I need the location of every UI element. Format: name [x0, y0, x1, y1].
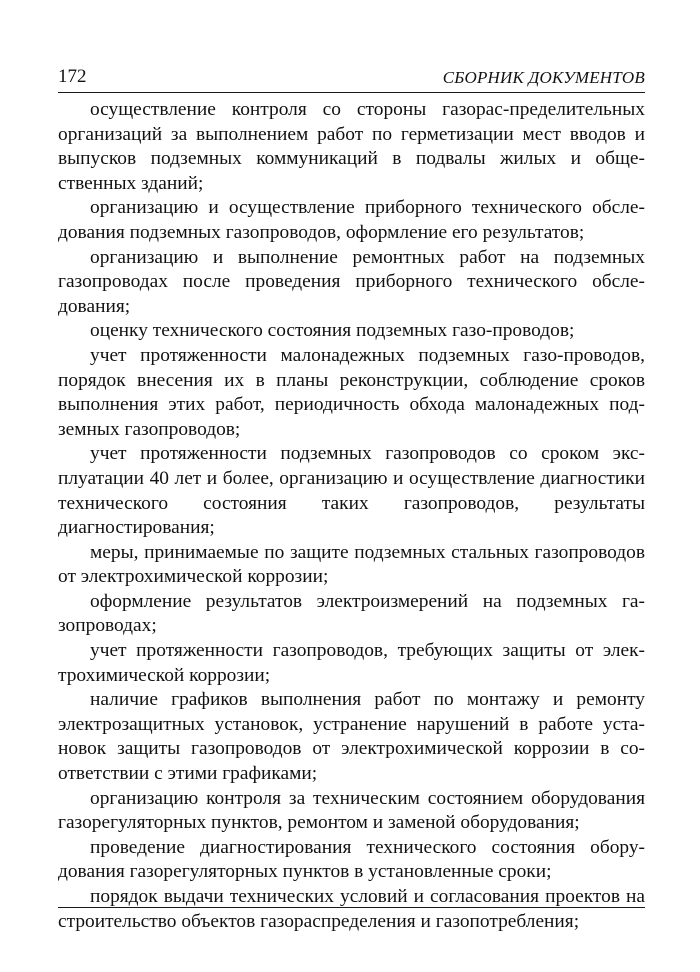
paragraph: осуществление контроля со стороны газорас-пределительных организаций за выполнением работ по герметизации мест вводов и выпусков подземных коммуникаций в подвалы жилых и общественных зданий;	[58, 99, 645, 194]
paragraph: учет протяженности малонадежных подземных газо-проводов, порядок внесения их в планы реконструкции, соблюдение сроков выполнения этих работ, периодичность обхода малонадежных подземных газопроводов;	[58, 344, 645, 440]
running-title: СБОРНИК ДОКУМЕНТОВ	[442, 68, 645, 87]
paragraph: порядок выдачи технических условий и согласования проектов на строительство объектов газораспределения и газопотребления;	[58, 886, 645, 932]
paragraph: оформление результатов электроизмерений на подземных газопроводах;	[58, 590, 645, 637]
paragraph: учет протяженности газопроводов, требующих защиты от электрохимической коррозии;	[58, 640, 645, 686]
paragraph: меры, принимаемые по защите подземных стальных газопроводов от электрохимической коррозии;	[58, 541, 645, 588]
paragraph: организацию и осуществление приборного технического обследования подземных газопроводов, оформление его результатов;	[58, 197, 645, 243]
paragraph: организацию и выполнение ремонтных работ на подземных газопроводах после проведения приборного технического обследования;	[58, 246, 645, 317]
page-number: 172	[58, 66, 87, 87]
paragraph: учет протяженности подземных газопроводов со сроком эксплуатации 40 лет и более, организацию и осуществление диагностики технического состояния таких газопроводов, результаты диагностирования;	[58, 443, 645, 539]
paragraph: организацию контроля за техническим состоянием оборудования газорегуляторных пунктов, ремонтом и заменой оборудования;	[58, 787, 645, 834]
footer-rule	[58, 907, 645, 908]
paragraph: проведение диагностирования технического состояния оборудования газорегуляторных пунктов в установленные сроки;	[58, 836, 645, 883]
body-text	[58, 98, 645, 934]
page-header	[58, 62, 645, 93]
paragraph: оценку технического состояния подземных газо-проводов;	[90, 320, 575, 342]
paragraph: наличие графиков выполнения работ по монтажу и ремонту электрозащитных установок, устранение нарушений в работе установок защиты газопроводов от электрохимической коррозии в соответствии с этими графиками;	[58, 689, 645, 785]
